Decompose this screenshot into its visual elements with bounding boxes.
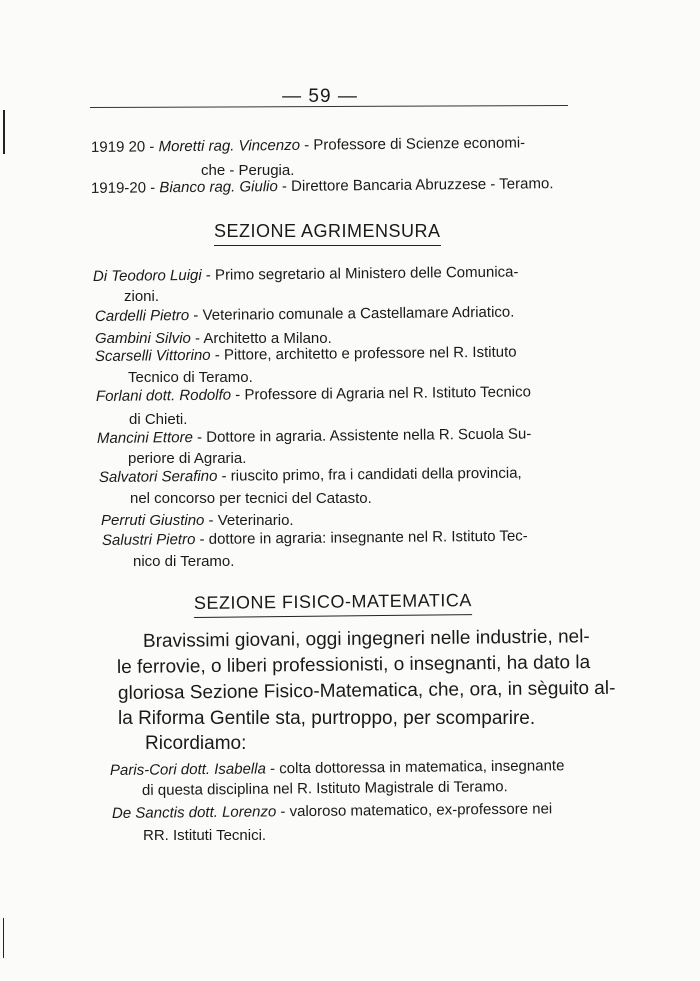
entry-desc: - Veterinario comunale a Castellamare Adriatico. bbox=[193, 303, 515, 324]
entry-desc: - Professore di Scienze economi- bbox=[304, 134, 526, 154]
entry-scarselli-cont: Tecnico di Teramo. bbox=[128, 369, 253, 386]
entry-desc: - riuscito primo, fra i candidati della provincia, bbox=[221, 464, 522, 485]
entry-cardelli bbox=[95, 302, 515, 327]
entry-de-sanctis-cont: RR. Istituti Tecnici. bbox=[143, 827, 267, 844]
entry-moretti-cont: che - Perugia. bbox=[201, 162, 295, 179]
entry-desc: - Professore di Agraria nel R. Istituto Tecnico bbox=[235, 383, 532, 404]
entry-name: Scarselli Vittorino bbox=[94, 346, 211, 365]
entry-paris-cori-cont: di questa disciplina nel R. Istituto Magistrale di Teramo. bbox=[141, 778, 508, 799]
page-number: — 59 — bbox=[282, 86, 358, 107]
entry-name: Bianco rag. Giulio bbox=[159, 178, 278, 197]
entry-mancini bbox=[97, 423, 532, 449]
entry-desc: - Veterinario. bbox=[208, 512, 294, 529]
entry-mancini-cont: periore di Agraria. bbox=[128, 450, 247, 467]
section-title-agrimensura: SEZIONE AGRIMENSURA bbox=[214, 221, 441, 246]
entry-moretti bbox=[91, 132, 525, 158]
entry-name: Salvatori Serafino bbox=[98, 467, 218, 486]
paragraph-line-3: gloriosa Sezione Fisico-Matematica, che, ora, in sèguito al- bbox=[117, 677, 616, 704]
paragraph-line-1: Bravissimi giovani, oggi ingegneri nelle industrie, nel- bbox=[142, 626, 590, 652]
entry-name: Paris-Cori dott. Isabella bbox=[109, 760, 266, 779]
entry-desc: - Pittore, architetto e professore nel R. Istituto bbox=[214, 343, 517, 364]
entry-year: 1919-20 - bbox=[90, 179, 156, 197]
entry-desc: - Dottore in agraria. Assistente nella R. Scuola Su- bbox=[196, 425, 532, 446]
entry-forlani bbox=[96, 381, 531, 407]
entry-desc: - dottore in agraria: insegnante nel R. Istituto Tec- bbox=[199, 527, 528, 548]
entry-desc: - colta dottoressa in matematica, insegnante bbox=[269, 757, 565, 778]
paragraph-line-4: la Riforma Gentile sta, purtroppo, per scomparire. bbox=[118, 708, 536, 729]
entry-de-sanctis bbox=[112, 798, 552, 824]
entry-desc: - valoroso matematico, ex-professore nei bbox=[280, 800, 553, 821]
entry-salvatori bbox=[99, 463, 522, 488]
entry-di-teodoro-cont: zioni. bbox=[124, 288, 160, 305]
entry-name: Salustri Pietro bbox=[101, 531, 196, 549]
entry-forlani-cont: di Chieti. bbox=[129, 411, 188, 428]
entry-desc: - Direttore Bancaria Abruzzese - Teramo. bbox=[281, 175, 554, 195]
entry-desc: - Architetto a Milano. bbox=[195, 330, 332, 347]
margin-mark-top bbox=[3, 110, 5, 154]
entry-name: Gambini Silvio bbox=[95, 330, 191, 347]
entry-desc: - Primo segretario al Ministero delle Comunica- bbox=[205, 263, 519, 284]
entry-scarselli bbox=[95, 342, 517, 367]
ricordiamo: Ricordiamo: bbox=[145, 733, 247, 754]
entry-name: Mancini Ettore bbox=[96, 428, 193, 447]
entry-salustri-cont: nico di Teramo. bbox=[133, 553, 235, 570]
entry-di-teodoro bbox=[93, 262, 519, 287]
entry-salustri bbox=[102, 526, 528, 551]
entry-salvatori-cont: nel concorso per tecnici del Catasto. bbox=[130, 490, 372, 507]
entry-bianco bbox=[91, 173, 554, 199]
section-title-fisico-matematica: SEZIONE FISICO-MATEMATICA bbox=[194, 590, 472, 618]
entry-name: Forlani dott. Rodolfo bbox=[95, 386, 232, 405]
entry-name: Cardelli Pietro bbox=[94, 307, 190, 325]
entry-name: Di Teodoro Luigi bbox=[92, 266, 202, 285]
entry-year: 1919 20 - bbox=[90, 138, 155, 156]
entry-name: Perruti Giustino bbox=[101, 512, 205, 529]
entry-name: Moretti rag. Vincenzo bbox=[158, 136, 301, 156]
paragraph-line-2: le ferrovie, o liberi professionisti, o insegnanti, ha dato la bbox=[116, 652, 591, 678]
entry-name: De Sanctis dott. Lorenzo bbox=[111, 803, 277, 822]
margin-mark-bottom bbox=[3, 918, 4, 958]
